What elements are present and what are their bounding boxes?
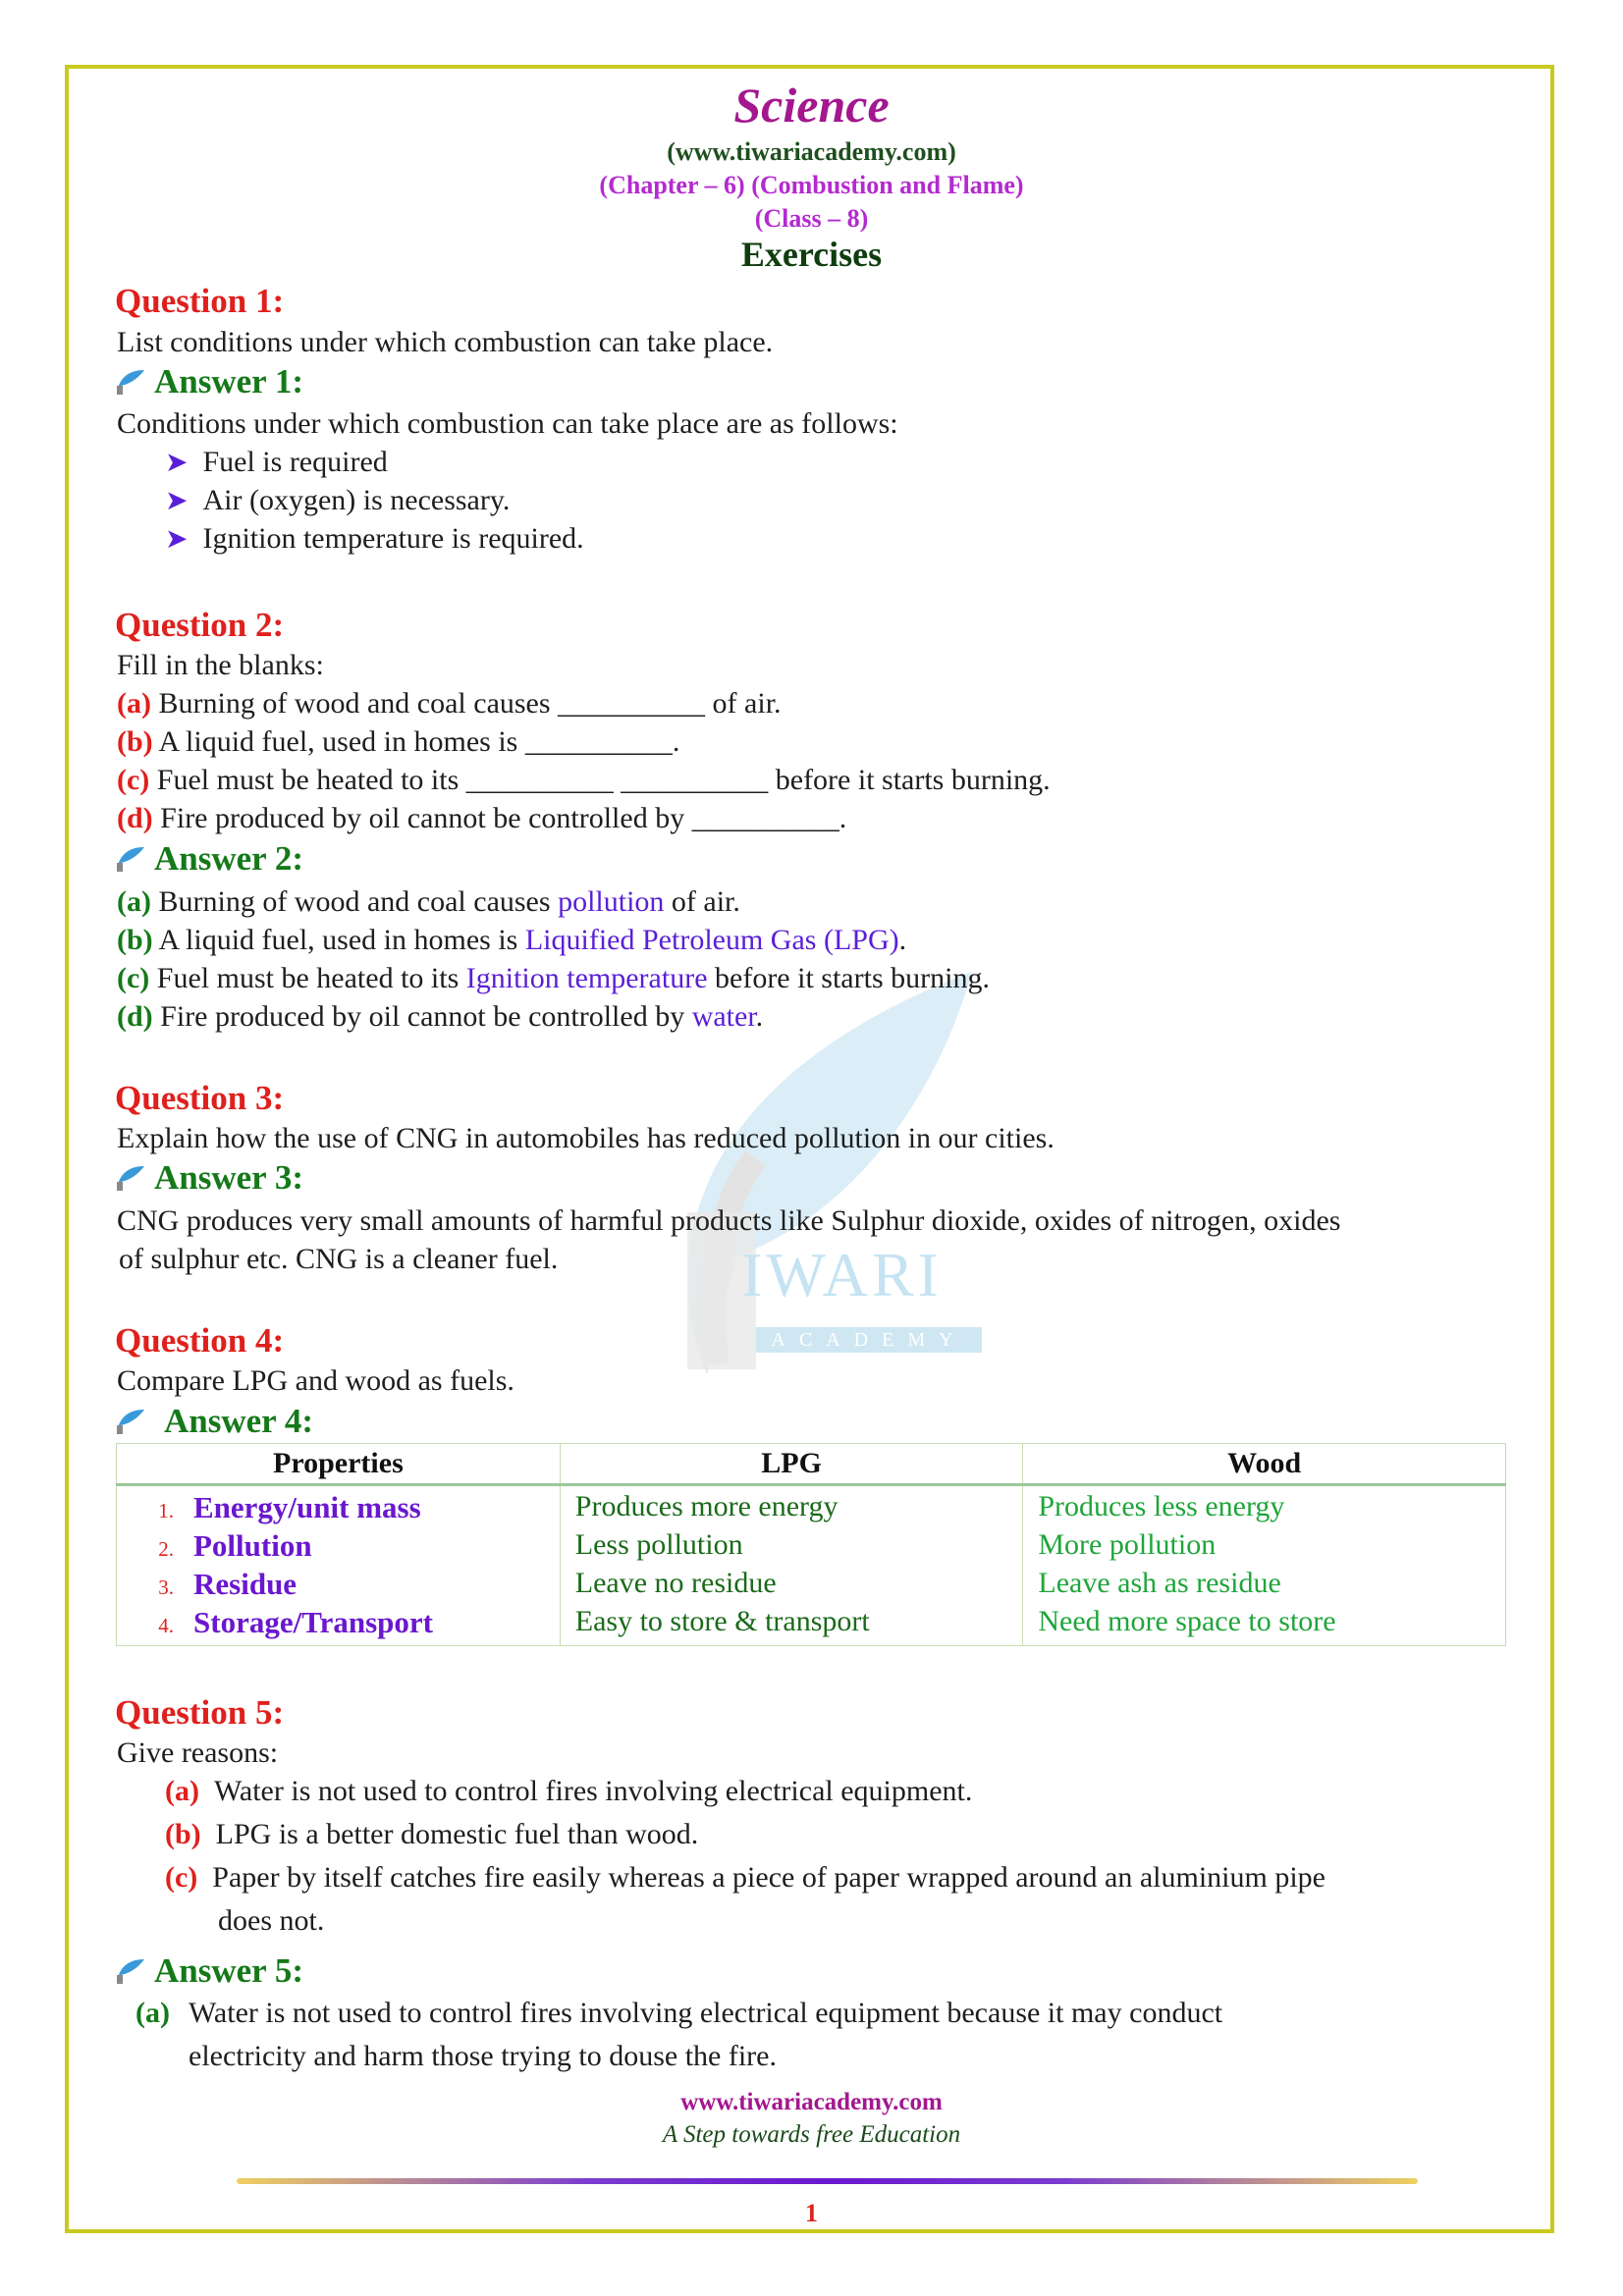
answer-leaf-icon	[115, 1164, 146, 1192]
section-title: Exercises	[740, 235, 883, 274]
answer-3-title: Answer 3:	[154, 1158, 303, 1197]
question-1-title: Question 1:	[115, 282, 285, 320]
table-cell: Produces less energy	[1038, 1490, 1285, 1522]
wood-column	[1023, 1485, 1506, 1646]
question-4-text: Compare LPG and wood as fuels.	[117, 1364, 514, 1397]
answer-1-point: ➤ Air (oxygen) is necessary.	[165, 484, 511, 516]
watermark-sub: ACADEMY	[756, 1327, 982, 1353]
table-row: 1. Energy/unit mass	[158, 1490, 421, 1524]
header-wood: Wood	[1023, 1444, 1506, 1485]
properties-column	[117, 1485, 561, 1646]
answer-2-title: Answer 2:	[154, 839, 303, 878]
table-cell: Easy to store & transport	[574, 1605, 870, 1637]
answer-leaf-icon	[115, 1408, 146, 1435]
footer-tagline: A Step towards free Education	[662, 2121, 961, 2148]
header-website[interactable]: (www.tiwariacademy.com)	[667, 137, 956, 166]
question-5-b: (b) LPG is a better domestic fuel than wood.	[165, 1818, 699, 1850]
arrow-bullet-icon: ➤	[165, 524, 189, 555]
footer-website[interactable]: www.tiwariacademy.com	[680, 2089, 943, 2115]
table-row: 4. Storage/Transport	[158, 1605, 433, 1639]
header-lpg: LPG	[560, 1444, 1023, 1485]
answer-5-title: Answer 5:	[154, 1951, 303, 1990]
question-4-title: Question 4:	[115, 1321, 285, 1360]
table-body	[117, 1485, 1506, 1646]
page-number: 1	[805, 2199, 818, 2227]
answer-2-d: (d) Fire produced by oil cannot be controlled by water.	[117, 1000, 764, 1033]
question-3-title: Question 3:	[115, 1079, 285, 1117]
answer-4-title: Answer 4:	[164, 1402, 313, 1440]
question-5-intro: Give reasons:	[117, 1736, 279, 1769]
answer-5-a-line-1: Water is not used to control fires involving electrical equipment because it may conduct	[189, 1997, 1223, 2029]
table-cell: Leave ash as residue	[1038, 1567, 1281, 1599]
answer-1-title: Answer 1:	[154, 362, 303, 400]
subject-title: Science	[733, 78, 890, 133]
table-header-row	[117, 1444, 1506, 1485]
arrow-bullet-icon: ➤	[165, 486, 189, 516]
header-properties: Properties	[117, 1444, 561, 1485]
question-2-d: (d) Fire produced by oil cannot be controlled by __________.	[117, 802, 847, 834]
question-2-c: (c) Fuel must be heated to its __________ __________ before it starts burning.	[117, 764, 1051, 796]
answer-5-a-label: (a)	[135, 1997, 170, 2029]
lpg-column	[560, 1485, 1023, 1646]
answer-5-a-line-2: electricity and harm those trying to douse the fire.	[189, 2040, 777, 2072]
question-5-a: (a) Water is not used to control fires involving electrical equipment.	[165, 1775, 973, 1807]
table-cell: Less pollution	[574, 1528, 743, 1561]
table-cell: More pollution	[1038, 1528, 1217, 1561]
answer-2-c: (c) Fuel must be heated to its Ignition temperature before it starts burning.	[117, 962, 990, 994]
comparison-table	[116, 1443, 1506, 1646]
question-1-text: List conditions under which combustion can take place.	[117, 326, 774, 358]
answer-2-b: (b) A liquid fuel, used in homes is Liquified Petroleum Gas (LPG).	[117, 924, 907, 956]
class-label: (Class – 8)	[754, 204, 869, 233]
footer-divider	[237, 2178, 1418, 2184]
answer-1-intro: Conditions under which combustion can take place are as follows:	[117, 407, 898, 440]
question-5-c-cont: does not.	[218, 1904, 325, 1937]
question-2-a: (a) Burning of wood and coal causes __________ of air.	[117, 687, 782, 720]
table-cell: Need more space to store	[1038, 1605, 1336, 1637]
question-2-title: Question 2:	[115, 606, 285, 644]
answer-leaf-icon	[115, 368, 146, 396]
table-cell: Leave no residue	[574, 1567, 777, 1599]
answer-2-a: (a) Burning of wood and coal causes pollution of air.	[117, 885, 740, 918]
table-row: 2. Pollution	[158, 1528, 312, 1563]
question-2-intro: Fill in the blanks:	[117, 649, 324, 681]
answer-1-point: ➤ Fuel is required	[165, 446, 388, 478]
table-cell: Produces more energy	[574, 1490, 839, 1522]
question-2-b: (b) A liquid fuel, used in homes is __________.	[117, 725, 680, 758]
answer-leaf-icon	[115, 845, 146, 873]
watermark-brand: IWARI	[741, 1240, 943, 1309]
answer-leaf-icon	[115, 1957, 146, 1985]
answer-1-point: ➤ Ignition temperature is required.	[165, 522, 584, 555]
chapter-title: (Chapter – 6) (Combustion and Flame)	[599, 171, 1024, 199]
answer-3-line-1: CNG produces very small amounts of harmful products like Sulphur dioxide, oxides of nitrogen, oxides	[117, 1204, 1341, 1237]
table-row: 3. Residue	[158, 1567, 298, 1601]
arrow-bullet-icon: ➤	[165, 448, 189, 478]
question-3-text: Explain how the use of CNG in automobiles has reduced pollution in our cities.	[117, 1122, 1055, 1154]
answer-3-line-2: of sulphur etc. CNG is a cleaner fuel.	[119, 1243, 559, 1275]
question-5-title: Question 5:	[115, 1693, 285, 1732]
question-5-c: (c) Paper by itself catches fire easily whereas a piece of paper wrapped around an aluminium pipe	[165, 1861, 1325, 1894]
